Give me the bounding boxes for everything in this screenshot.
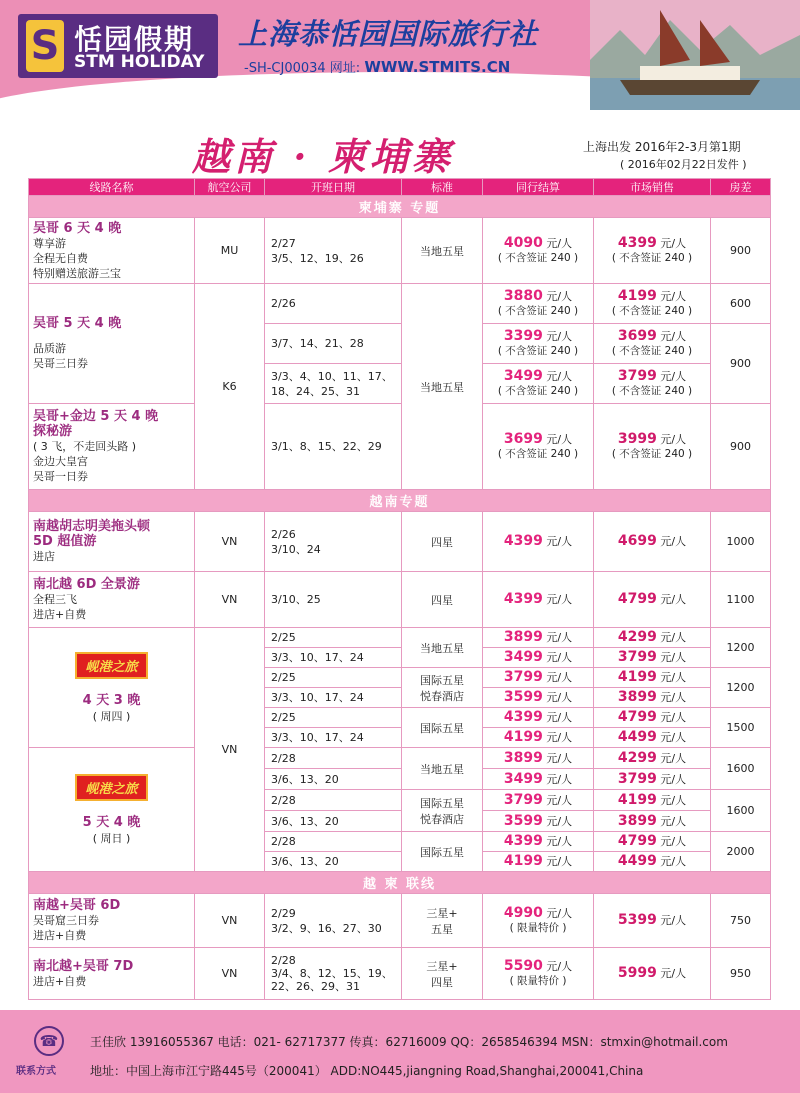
price-value: 3799 [617, 770, 657, 787]
trade-price-cell [483, 668, 594, 688]
route-cell [29, 284, 195, 404]
room-diff-cell: 900 [711, 218, 771, 284]
price-unit: 元/人 [660, 772, 687, 786]
col-route: 线路名称 [29, 179, 195, 196]
table-row [29, 572, 771, 628]
header-banner [0, 0, 800, 110]
route-name: 南越+吴哥 6D [33, 898, 121, 913]
price-unit: 元/人 [660, 651, 687, 664]
price-value: 3699 [617, 327, 657, 344]
route-name: 南北越 6D 全景游 [33, 577, 140, 592]
website-link[interactable]: WWW.STMITS.CN [364, 58, 511, 76]
price-value: 4699 [617, 533, 657, 549]
route-note: ( 周日 ) [92, 831, 131, 845]
airline-cell: MU [195, 218, 265, 284]
price-note: ( 限量特价 ) [509, 921, 567, 934]
price-unit: 元/人 [660, 711, 687, 724]
price-unit: 元/人 [660, 691, 687, 704]
retail-price-cell [594, 832, 711, 852]
room-diff-cell: 1600 [711, 790, 771, 832]
price-value: 3499 [503, 649, 543, 665]
table-row [29, 628, 771, 648]
airline-cell: VN [195, 512, 265, 572]
retail-price-cell [594, 688, 711, 708]
standard-line: 五星 [431, 922, 453, 936]
price-unit: 元/人 [546, 593, 573, 606]
date-line: 2/27 [271, 236, 296, 250]
dates-cell: 3/3、10、17、24 [265, 728, 402, 748]
price-unit: 元/人 [546, 835, 573, 848]
trade-price-cell [483, 728, 594, 748]
price-note: ( 不含签证 240 ) [611, 447, 693, 460]
price-value: 3880 [503, 287, 543, 304]
price-value: 4299 [617, 749, 657, 766]
price-value: 3799 [503, 791, 543, 808]
dates-cell: 2/26 [265, 284, 402, 324]
section-row [29, 872, 771, 894]
price-unit: 元/人 [660, 236, 687, 250]
airline-cell: VN [195, 948, 265, 1000]
trade-price-cell [483, 894, 594, 948]
trade-price-cell [483, 708, 594, 728]
dates-cell: 2/28 [265, 748, 402, 769]
trade-price-cell [483, 364, 594, 404]
price-unit: 元/人 [546, 631, 573, 644]
price-value: 5399 [617, 912, 657, 928]
issue-text: 上海出发 2016年2-3月第1期 [583, 140, 741, 154]
price-value: 3499 [503, 367, 543, 384]
price-value: 5590 [503, 957, 543, 974]
agency-name: 上海恭恬园国际旅行社 [238, 17, 539, 51]
price-value: 4090 [503, 234, 543, 251]
logo [18, 14, 218, 78]
retail-price-cell [594, 894, 711, 948]
price-value: 3899 [617, 812, 657, 829]
retail-price-cell [594, 512, 711, 572]
trade-price-cell [483, 769, 594, 790]
retail-price-cell [594, 404, 711, 490]
dates-cell: 3/6、13、20 [265, 811, 402, 832]
retail-price-cell [594, 648, 711, 668]
trade-price-cell [483, 324, 594, 364]
date-line: 3/10、24 [271, 542, 321, 556]
route-name: 5D 超值游 [33, 534, 97, 549]
trade-price-cell [483, 572, 594, 628]
route-note: 进店 [33, 550, 55, 563]
price-unit: 元/人 [546, 711, 573, 724]
price-note: ( 不含签证 240 ) [611, 384, 693, 397]
retail-price-cell [594, 364, 711, 404]
retail-price-cell [594, 218, 711, 284]
phone-icon: ☎ [34, 1026, 64, 1056]
section-title: 柬埔寨 专题 [29, 196, 771, 218]
table-header-row [29, 179, 771, 196]
standard-line: 国际五星 [420, 796, 464, 810]
dates-cell: 3/3、10、17、24 [265, 688, 402, 708]
price-unit: 元/人 [660, 731, 687, 744]
price-unit: 元/人 [660, 914, 687, 927]
price-value: 4199 [503, 729, 543, 745]
danang-badge: 岘港之旅 [75, 774, 147, 801]
standard-cell: 四星 [402, 512, 483, 572]
dates-cell: 3/10、25 [265, 572, 402, 628]
table-row [29, 894, 771, 948]
price-unit: 元/人 [660, 967, 687, 980]
price-note: ( 不含签证 240 ) [497, 304, 579, 317]
route-name: 探秘游 [33, 424, 73, 439]
airline-cell: VN [195, 628, 265, 872]
trade-price-cell [483, 811, 594, 832]
col-trade-price: 同行结算 [483, 179, 594, 196]
price-unit: 元/人 [660, 535, 687, 548]
route-note: 进店+自费 [33, 608, 87, 621]
price-value: 4199 [617, 669, 657, 685]
date-line: 3/4、8、12、15、19、 [271, 967, 393, 980]
price-value: 3799 [617, 367, 657, 384]
price-value: 3799 [617, 649, 657, 665]
price-unit: 元/人 [546, 772, 573, 786]
price-value: 4499 [617, 729, 657, 745]
price-unit: 元/人 [660, 289, 687, 303]
dates-cell: 2/25 [265, 668, 402, 688]
standard-cell: 四星 [402, 572, 483, 628]
trade-price-cell [483, 218, 594, 284]
price-value: 3599 [503, 689, 543, 705]
route-note: 吴哥一日券 [33, 470, 88, 483]
price-value: 3899 [503, 749, 543, 766]
price-value: 3899 [503, 629, 543, 645]
route-note: 吴哥窟三日券 [33, 914, 99, 927]
address-line: 地址：中国上海市江宁路445号（200041） ADD:NO445,jiangning Road,Shanghai,200041,China [90, 1064, 644, 1078]
standard-cell [402, 894, 483, 948]
standard-cell: 当地五星 [402, 284, 483, 490]
dates-cell [265, 894, 402, 948]
col-retail-price: 市场销售 [594, 179, 711, 196]
retail-price-cell [594, 284, 711, 324]
trade-price-cell [483, 688, 594, 708]
retail-price-cell [594, 324, 711, 364]
table-row [29, 218, 771, 284]
price-note: ( 不含签证 240 ) [497, 384, 579, 397]
price-unit: 元/人 [660, 814, 687, 828]
issue-date: ( 2016年02月22日发件 ) [620, 158, 747, 171]
price-unit: 元/人 [546, 814, 573, 828]
price-unit: 元/人 [660, 855, 687, 868]
price-value: 3799 [503, 669, 543, 685]
room-diff-cell: 900 [711, 404, 771, 490]
standard-line: 三星+ [426, 906, 458, 920]
price-value: 5999 [617, 965, 657, 981]
standard-cell: 国际五星 [402, 832, 483, 872]
section-row [29, 490, 771, 512]
standard-cell [402, 668, 483, 708]
price-value: 4399 [503, 709, 543, 725]
price-value: 3899 [617, 689, 657, 705]
date-line: 3/3、4、10、11、17、 [271, 369, 393, 383]
col-airline: 航空公司 [195, 179, 265, 196]
price-value: 4799 [617, 709, 657, 725]
dates-cell [265, 512, 402, 572]
route-note: 进店+自费 [33, 929, 87, 942]
col-dates: 开班日期 [265, 179, 402, 196]
price-unit: 元/人 [546, 855, 573, 868]
standard-line: 国际五星 [420, 673, 464, 687]
date-line: 3/5、12、19、26 [271, 251, 364, 265]
dates-cell: 2/28 [265, 832, 402, 852]
price-unit: 元/人 [546, 906, 573, 920]
price-unit: 元/人 [660, 631, 687, 644]
price-unit: 元/人 [546, 651, 573, 664]
room-diff-cell: 1200 [711, 628, 771, 668]
price-unit: 元/人 [660, 671, 687, 684]
danang-badge: 岘港之旅 [75, 652, 147, 679]
date-line: 18、24、25、31 [271, 384, 360, 398]
route-cell [29, 218, 195, 284]
price-unit: 元/人 [546, 369, 573, 383]
price-note: ( 不含签证 240 ) [497, 344, 579, 357]
price-unit: 元/人 [546, 432, 573, 446]
dates-cell: 3/7、14、21、28 [265, 324, 402, 364]
trade-price-cell [483, 948, 594, 1000]
date-line: 22、26、29、31 [271, 980, 360, 993]
standard-cell: 国际五星 [402, 708, 483, 748]
retail-price-cell [594, 790, 711, 811]
price-unit: 元/人 [546, 329, 573, 343]
route-note: ( 3 飞，不走回头路 ) [33, 440, 137, 453]
logo-mark-icon: S [26, 20, 64, 72]
airline-cell: VN [195, 894, 265, 948]
route-note: 全程三飞 [33, 593, 77, 606]
price-value: 4799 [617, 591, 657, 607]
price-value: 4199 [617, 791, 657, 808]
trade-price-cell [483, 512, 594, 572]
table-row [29, 948, 771, 1000]
route-cell [29, 894, 195, 948]
trade-price-cell [483, 790, 594, 811]
standard-line: 悦春酒店 [420, 689, 464, 703]
room-diff-cell: 750 [711, 894, 771, 948]
route-note: ( 周四 ) [92, 709, 131, 723]
route-cell [29, 404, 195, 490]
trade-price-cell [483, 748, 594, 769]
price-unit: 元/人 [546, 671, 573, 684]
price-value: 4799 [617, 833, 657, 849]
route-name: 吴哥+金边 5 天 4 晚 [33, 409, 159, 424]
price-unit: 元/人 [660, 751, 687, 765]
price-unit: 元/人 [660, 593, 687, 606]
price-value: 4299 [617, 629, 657, 645]
price-unit: 元/人 [660, 329, 687, 343]
price-unit: 元/人 [660, 432, 687, 446]
route-name: 吴哥 5 天 4 晚 [33, 316, 122, 331]
route-name: 5 天 4 晚 [82, 814, 141, 830]
room-diff-cell: 1100 [711, 572, 771, 628]
route-cell [29, 748, 195, 872]
price-value: 3999 [617, 430, 657, 447]
route-note: 进店+自费 [33, 974, 87, 988]
dates-cell [265, 364, 402, 404]
logo-cn: 恬园假期 [74, 23, 195, 56]
price-note: ( 不含签证 240 ) [497, 251, 579, 264]
price-note: ( 不含签证 240 ) [611, 344, 693, 357]
room-diff-cell: 1000 [711, 512, 771, 572]
route-cell [29, 948, 195, 1000]
logo-en: STM HOLIDAY [74, 52, 205, 72]
standard-cell [402, 948, 483, 1000]
price-note: ( 不含签证 240 ) [497, 447, 579, 460]
room-diff-cell: 900 [711, 324, 771, 404]
room-diff-cell: 2000 [711, 832, 771, 872]
route-note: 品质游 [33, 342, 66, 355]
price-value: 4199 [503, 853, 543, 869]
section-row [29, 196, 771, 218]
standard-line: 三星+ [426, 959, 458, 973]
standard-cell: 当地五星 [402, 218, 483, 284]
price-value: 3699 [503, 430, 543, 447]
price-value: 3599 [503, 812, 543, 829]
table-row [29, 404, 771, 490]
date-line: 2/26 [271, 527, 296, 541]
dates-cell: 3/6、13、20 [265, 852, 402, 872]
footer [0, 1010, 800, 1093]
retail-price-cell [594, 852, 711, 872]
dates-cell: 2/28 [265, 790, 402, 811]
table-row [29, 284, 771, 324]
standard-line: 四星 [431, 975, 453, 989]
trade-price-cell [483, 832, 594, 852]
price-unit: 元/人 [546, 731, 573, 744]
contact-label: 联系方式 [16, 1066, 56, 1077]
retail-price-cell [594, 948, 711, 1000]
title-area [0, 118, 800, 178]
table-row [29, 512, 771, 572]
dates-cell [265, 218, 402, 284]
retail-price-cell [594, 769, 711, 790]
route-note: 特别赠送旅游三宝 [33, 266, 121, 280]
route-note: 吴哥三日券 [33, 357, 88, 370]
table-row [29, 748, 771, 769]
room-diff-cell: 1500 [711, 708, 771, 748]
col-standard: 标准 [402, 179, 483, 196]
route-note: 尊享游 [33, 236, 66, 250]
date-line: 2/28 [271, 954, 296, 967]
route-name: 南北越+吴哥 7D [33, 958, 134, 974]
price-unit: 元/人 [546, 289, 573, 303]
trade-price-cell [483, 284, 594, 324]
price-value: 3499 [503, 770, 543, 787]
dates-cell: 2/25 [265, 628, 402, 648]
route-cell [29, 628, 195, 748]
standard-cell: 当地五星 [402, 748, 483, 790]
price-value: 4399 [503, 533, 543, 549]
room-diff-cell: 600 [711, 284, 771, 324]
price-unit: 元/人 [546, 959, 573, 973]
retail-price-cell [594, 811, 711, 832]
page-title: 越南 · 柬埔寨 [192, 134, 454, 179]
col-room-diff: 房差 [711, 179, 771, 196]
route-cell [29, 512, 195, 572]
route-name: 南越胡志明美拖头顿 [33, 519, 151, 534]
retail-price-cell [594, 572, 711, 628]
price-value: 4399 [503, 833, 543, 849]
price-unit: 元/人 [546, 793, 573, 807]
price-note: ( 限量特价 ) [509, 974, 567, 987]
route-name: 4 天 3 晚 [82, 692, 141, 708]
price-unit: 元/人 [660, 369, 687, 383]
retail-price-cell [594, 728, 711, 748]
section-title: 越南专题 [29, 490, 771, 512]
route-note: 全程无自费 [33, 251, 88, 265]
price-value: 3399 [503, 327, 543, 344]
dates-cell: 3/6、13、20 [265, 769, 402, 790]
ship-photo-icon [590, 0, 800, 110]
airline-cell: K6 [195, 284, 265, 490]
price-unit: 元/人 [546, 691, 573, 704]
trade-price-cell [483, 648, 594, 668]
price-note: ( 不含签证 240 ) [611, 251, 693, 264]
dates-cell: 3/1、8、15、22、29 [265, 404, 402, 490]
room-diff-cell: 1200 [711, 668, 771, 708]
section-title: 越 柬 联线 [29, 872, 771, 894]
room-diff-cell: 950 [711, 948, 771, 1000]
license-line [244, 57, 510, 76]
price-unit: 元/人 [546, 751, 573, 765]
contact-line: 王佳欣 13916055367 电话：021- 62717377 传真：62716009 QQ：2658546394 MSN：stmxin@hotmail.com [90, 1035, 728, 1049]
retail-price-cell [594, 668, 711, 688]
dates-cell: 3/3、10、17、24 [265, 648, 402, 668]
trade-price-cell [483, 628, 594, 648]
price-unit: 元/人 [546, 236, 573, 250]
date-line: 3/2、9、16、27、30 [271, 921, 382, 935]
price-note: ( 不含签证 240 ) [611, 304, 693, 317]
price-unit: 元/人 [660, 835, 687, 848]
dates-cell: 2/25 [265, 708, 402, 728]
price-unit: 元/人 [660, 793, 687, 807]
airline-cell: VN [195, 572, 265, 628]
retail-price-cell [594, 628, 711, 648]
route-note: 金边大皇宫 [33, 455, 88, 468]
price-table [28, 178, 771, 1000]
price-value: 4499 [617, 853, 657, 869]
route-cell [29, 572, 195, 628]
price-value: 4399 [617, 234, 657, 251]
trade-price-cell [483, 852, 594, 872]
route-name: 吴哥 6 天 4 晚 [33, 220, 122, 236]
standard-line: 悦春酒店 [420, 812, 464, 826]
price-value: 4990 [503, 904, 543, 921]
standard-cell [402, 790, 483, 832]
price-value: 4199 [617, 287, 657, 304]
date-line: 2/29 [271, 906, 296, 920]
trade-price-cell [483, 404, 594, 490]
dates-cell [265, 948, 402, 1000]
standard-cell: 当地五星 [402, 628, 483, 668]
price-unit: 元/人 [546, 535, 573, 548]
price-value: 4399 [503, 591, 543, 607]
room-diff-cell: 1600 [711, 748, 771, 790]
license-text: -SH-CJ00034 网址: [244, 61, 361, 76]
retail-price-cell [594, 748, 711, 769]
retail-price-cell [594, 708, 711, 728]
